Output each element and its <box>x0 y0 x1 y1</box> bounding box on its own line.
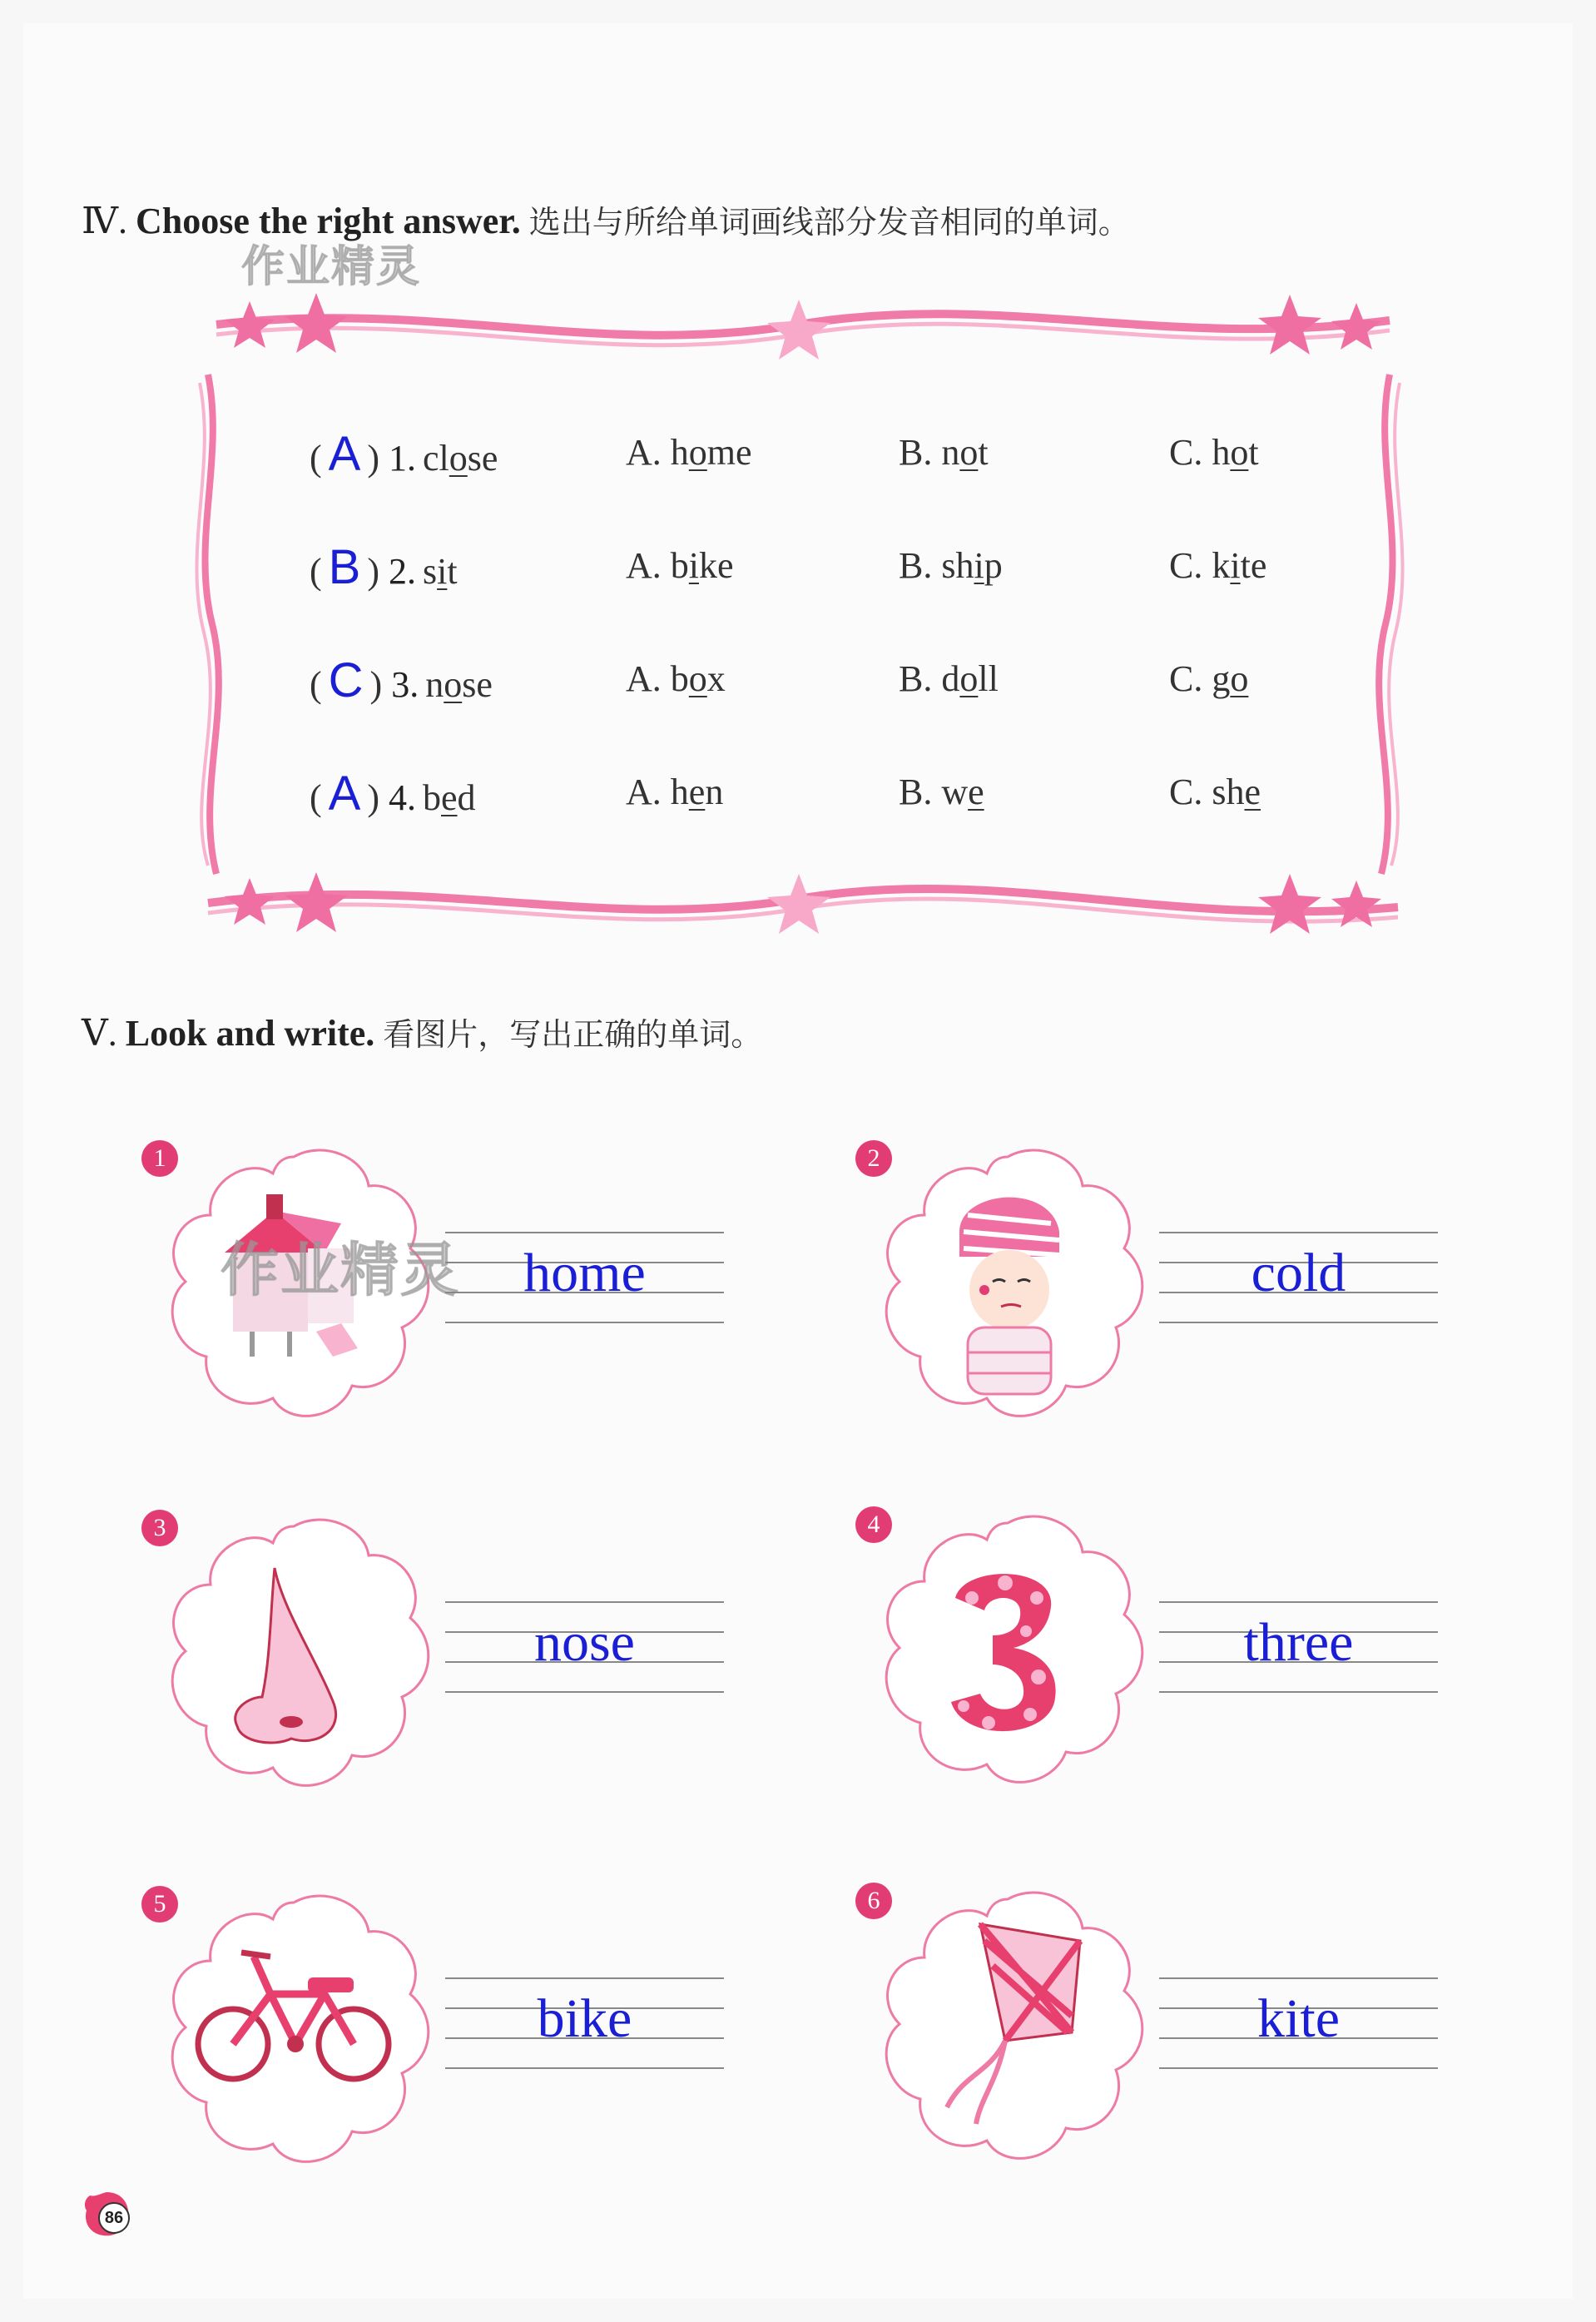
look-write-item <box>141 1140 807 1440</box>
section-5-title <box>82 1009 762 1054</box>
watermark: 作业精灵 <box>241 242 422 292</box>
look-write-item <box>141 1510 807 1809</box>
written-answer: home <box>523 1243 646 1303</box>
answer-letter: C <box>328 653 364 707</box>
option-b: B. not <box>899 432 989 473</box>
decorative-star-frame <box>183 291 1415 940</box>
section-number: Ⅴ. <box>82 1013 117 1054</box>
page-number: 86 <box>98 2202 130 2234</box>
question-row: ( A ) 1. close <box>310 427 498 481</box>
item-number-badge: 3 <box>141 1510 178 1546</box>
number-three-icon <box>939 1565 1072 1739</box>
option-b: B. ship <box>899 545 1003 586</box>
question-word: sit <box>423 551 458 592</box>
section-number: Ⅳ. <box>82 201 127 241</box>
question-number: 1. <box>389 438 416 479</box>
section-title-en: Choose the right answer. <box>135 201 521 241</box>
question-row: ( C ) 3. nose <box>310 653 493 707</box>
option-c: C. kite <box>1169 545 1267 586</box>
written-answer: cold <box>1251 1243 1346 1303</box>
section-title-zh: 选出与所给单词画线部分发音相同的单词。 <box>528 204 1130 241</box>
written-answer: nose <box>534 1612 635 1673</box>
kite-icon <box>914 1916 1097 2132</box>
question-word: bed <box>423 777 476 818</box>
answer-letter: B <box>328 540 361 594</box>
section-4-title <box>82 196 1130 242</box>
bike-icon <box>191 1936 399 2086</box>
item-number-badge: 5 <box>141 1886 178 1923</box>
watermark: 作业精灵 <box>221 1236 460 1304</box>
section-title-en: Look and write. <box>125 1013 375 1054</box>
item-number-badge: 1 <box>141 1140 178 1177</box>
written-answer: kite <box>1257 1988 1340 2049</box>
question-number: 2. <box>389 551 416 592</box>
question-row: ( A ) 4. bed <box>310 767 476 821</box>
option-a: A. bike <box>626 545 734 586</box>
answer-letter: A <box>328 427 361 481</box>
look-write-item <box>855 1883 1521 2182</box>
look-write-item <box>141 1886 807 2186</box>
option-b: B. doll <box>899 658 999 699</box>
section-title-zh: 看图片，写出正确的单词。 <box>383 1016 763 1053</box>
question-number: 4. <box>389 777 416 818</box>
option-a: A. box <box>626 658 726 699</box>
question-word: nose <box>425 664 493 705</box>
written-answer: three <box>1243 1612 1354 1673</box>
look-write-item <box>855 1506 1521 1806</box>
option-c: C. she <box>1169 772 1261 812</box>
question-number: 3. <box>391 664 419 705</box>
item-number-badge: 6 <box>855 1883 892 1919</box>
answer-letter: A <box>328 767 361 821</box>
item-number-badge: 2 <box>855 1140 892 1177</box>
option-b: B. we <box>899 772 984 812</box>
look-write-item <box>855 1140 1521 1440</box>
written-answer: bike <box>537 1988 632 2049</box>
option-a: A. home <box>626 432 752 473</box>
option-a: A. hen <box>626 772 724 812</box>
option-c: C. go <box>1169 658 1249 699</box>
option-c: C. hot <box>1169 432 1259 473</box>
nose-icon <box>225 1560 358 1751</box>
item-number-badge: 4 <box>855 1506 892 1543</box>
cold-child-icon <box>934 1182 1076 1398</box>
question-row: ( B ) 2. sit <box>310 540 458 594</box>
question-word: close <box>423 438 498 479</box>
